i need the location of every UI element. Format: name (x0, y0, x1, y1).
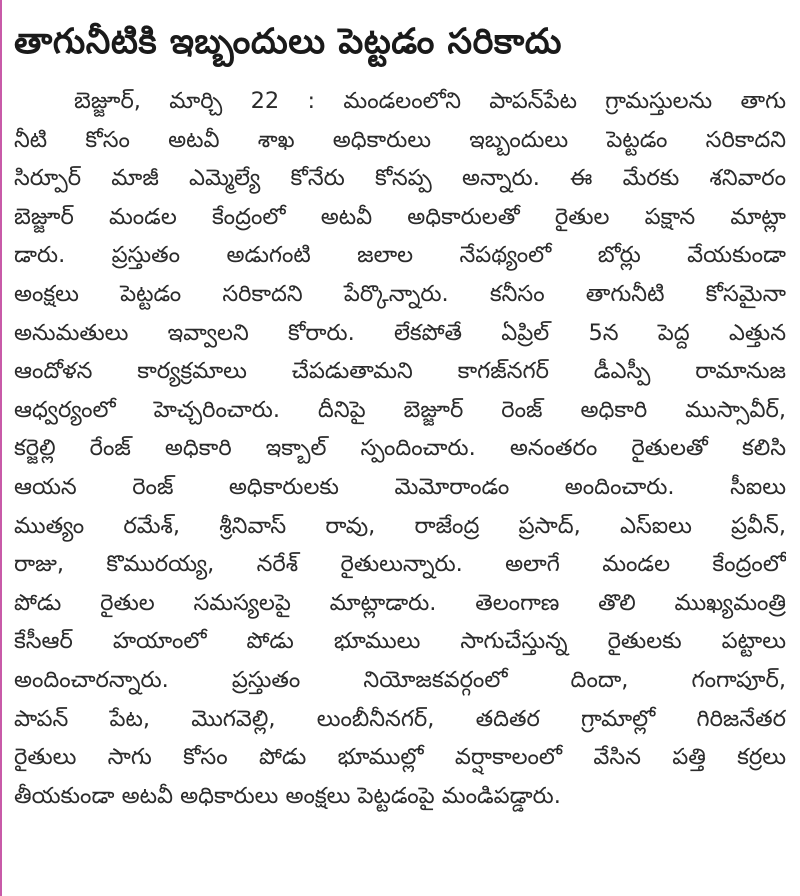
article-line: కేసీఆర్ హయాంలో పోడు భూములు సాగుచేస్తున్న రైతులకు పట్టాలు (14, 628, 786, 655)
article-line: రాజు, కొమురయ్య, నరేశ్ రైతులున్నారు. అలాగే మండల కేంద్రంలో (14, 551, 786, 578)
article-line: అందించారన్నారు. ప్రస్తుతం నియోజకవర్గంలో దిందా, గంగాపూర్, (14, 666, 786, 693)
article-line: బెజ్జూర్ మండల కేంద్రంలో అటవీ అధికారులతో రైతుల పక్షాన మాట్లా (14, 203, 786, 230)
article-line: ఆధ్వర్యంలో హెచ్చరించారు. దీనిపై బెజ్జూర్ రెంజ్ అధికారి ముస్సావీర్, (14, 396, 786, 423)
article-headline: తాగునీటికి ఇబ్బందులు పెట్టడం సరికాదు (14, 22, 563, 62)
article-body (14, 82, 786, 815)
article-line: రైతులు సాగు కోసం పోడు భూముల్లో వర్షాకాలంలో వేసిన పత్తి కర్రలు (14, 744, 786, 771)
article-line: కర్జెల్లి రేంజ్ అధికారి ఇక్బాల్ స్పందించారు. అనంతరం రైతులతో కలిసి (14, 435, 786, 462)
article-line: ముత్యం రమేశ్, శ్రీనివాస్ రావు, రాజేంద్ర ప్రసాద్, ఎస్ఐలు ప్రవీన్, (14, 512, 786, 539)
article-line: అంక్షలు పెట్టడం సరికాదని పేర్కొన్నారు. కనీసం తాగునీటి కోసమైనా (14, 280, 786, 307)
article-line: పాపన్ పేట, మొగవెల్లి, లుంబీనీనగర్, తదితర గ్రామాల్లో గిరిజనేతర (14, 705, 786, 732)
article-line: బెజ్జూర్, మార్చి 22 : మండలంలోని పాపన్‌పేట గ్రామస్తులను తాగు (74, 88, 786, 114)
article-line: అనుమతులు ఇవ్వాలని కోరారు. లేకపోతే ఏప్రిల్ 5న పెద్ద ఎత్తున (14, 319, 786, 346)
column-rule (0, 0, 2, 896)
article-line: డారు. ప్రస్తుతం అడుగంటి జలాల నేపథ్యంలో బోర్లు వేయకుండా (14, 242, 786, 269)
article-line: సిర్పూర్ మాజీ ఎమ్మెల్యే కోనేరు కోనప్ప అన్నారు. ఈ మేరకు శనివారం (14, 165, 786, 192)
news-clipping (14, 8, 786, 888)
article-line: తీయకుండా అటవీ అధికారులు అంక్షలు పెట్టడంపై మండిపడ్డారు. (14, 782, 561, 809)
article-line: ఆందోళన కార్యక్రమాలు చేపడుతామని కాగజ్‌నగర్ డీఎస్పీ రామానుజ (14, 358, 786, 385)
article-line: నీటి కోసం అటవీ శాఖ అధికారులు ఇబ్బందులు పెట్టడం సరికాదని (14, 126, 786, 153)
article-line: పోడు రైతుల సమస్యలపై మాట్లాడారు. తెలంగాణ తొలి ముఖ్యమంత్రి (14, 589, 786, 616)
article-line: ఆయన రెంజ్ అధికారులకు మెమోరాండం అందించారు. సీఐలు (14, 473, 786, 500)
